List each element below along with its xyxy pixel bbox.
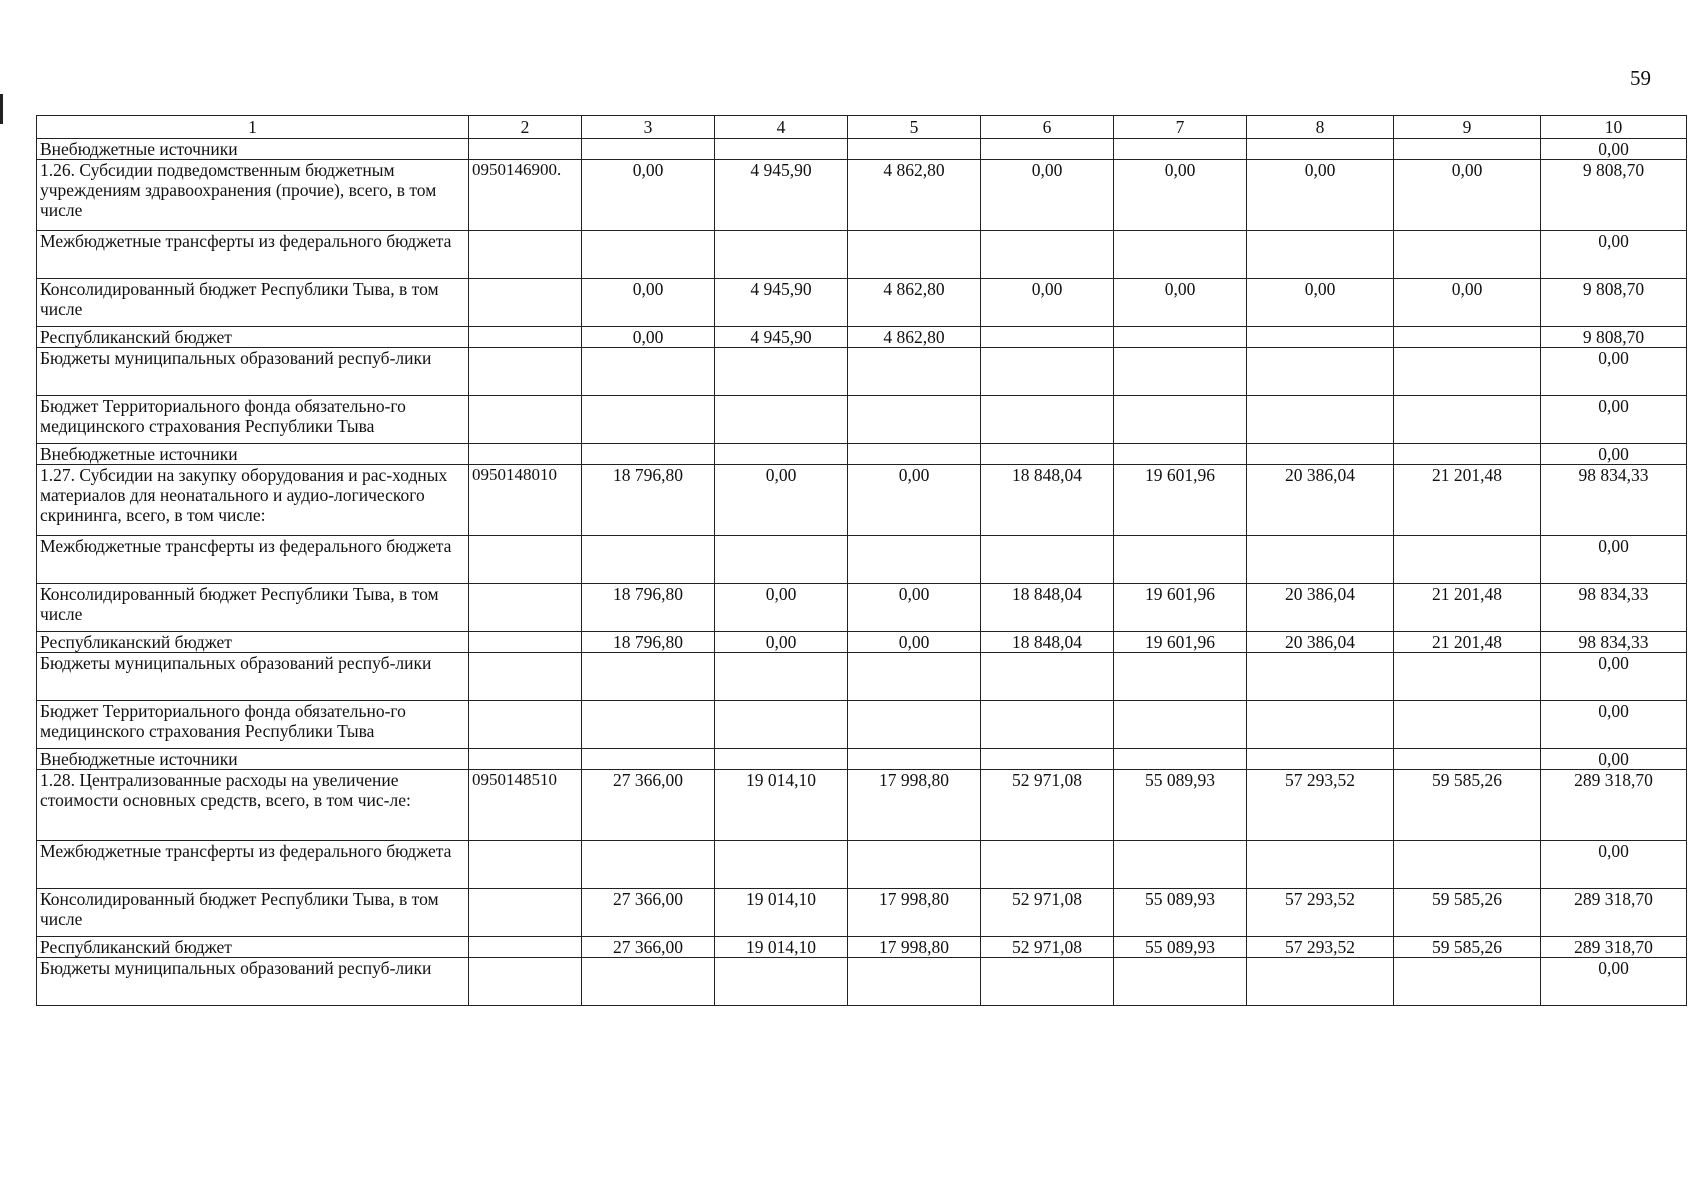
amount-cell-col-5: 4 862,80 xyxy=(848,160,981,231)
amount-cell-col-4: 19 014,10 xyxy=(715,770,848,841)
amount-cell-col-7: 19 601,96 xyxy=(1114,584,1247,632)
amount-cell-col-9: 21 201,48 xyxy=(1394,584,1541,632)
amount-cell-col-5 xyxy=(848,139,981,160)
amount-cell-col-6 xyxy=(981,536,1114,584)
total-cell: 0,00 xyxy=(1541,958,1687,1006)
row-label: Бюджет Территориального фонда обязательно-го медицинского страхования Республики Тыва xyxy=(37,396,469,444)
amount-cell-col-8 xyxy=(1247,327,1394,348)
row-label: Консолидированный бюджет Республики Тыва, в том числе xyxy=(37,279,469,327)
amount-cell-col-7: 55 089,93 xyxy=(1114,937,1247,958)
amount-cell-col-3: 18 796,80 xyxy=(582,465,715,536)
amount-cell-col-5 xyxy=(848,701,981,749)
amount-cell-col-6 xyxy=(981,653,1114,701)
amount-cell-col-8: 20 386,04 xyxy=(1247,632,1394,653)
budget-code-cell xyxy=(469,139,582,160)
row-label: Внебюджетные источники xyxy=(37,749,469,770)
amount-cell-col-8: 20 386,04 xyxy=(1247,584,1394,632)
budget-code-cell xyxy=(469,231,582,279)
scan-edge-mark xyxy=(0,94,3,124)
column-header-1: 1 xyxy=(37,116,469,139)
row-label: Межбюджетные трансферты из федерального бюджета xyxy=(37,231,469,279)
total-cell: 289 318,70 xyxy=(1541,889,1687,937)
amount-cell-col-4: 19 014,10 xyxy=(715,937,848,958)
amount-cell-col-5: 0,00 xyxy=(848,465,981,536)
total-cell: 0,00 xyxy=(1541,396,1687,444)
amount-cell-col-5: 4 862,80 xyxy=(848,279,981,327)
amount-cell-col-9: 59 585,26 xyxy=(1394,889,1541,937)
amount-cell-col-3 xyxy=(582,958,715,1006)
amount-cell-col-9: 59 585,26 xyxy=(1394,770,1541,841)
amount-cell-col-5: 0,00 xyxy=(848,584,981,632)
table-row xyxy=(37,231,1687,279)
amount-cell-col-5: 17 998,80 xyxy=(848,770,981,841)
amount-cell-col-7 xyxy=(1114,327,1247,348)
column-header-3: 3 xyxy=(582,116,715,139)
amount-cell-col-3: 27 366,00 xyxy=(582,770,715,841)
column-header-10: 10 xyxy=(1541,116,1687,139)
amount-cell-col-8 xyxy=(1247,231,1394,279)
row-label: 1.27. Субсидии на закупку оборудования и рас-ходных материалов для неонатального и аудио-логического скрининга, всего, в том числе: xyxy=(37,465,469,536)
row-label: Бюджеты муниципальных образований респуб-лики xyxy=(37,348,469,396)
amount-cell-col-3 xyxy=(582,348,715,396)
amount-cell-col-5: 0,00 xyxy=(848,632,981,653)
amount-cell-col-7 xyxy=(1114,841,1247,889)
amount-cell-col-8 xyxy=(1247,536,1394,584)
amount-cell-col-6 xyxy=(981,749,1114,770)
amount-cell-col-3 xyxy=(582,701,715,749)
amount-cell-col-4: 4 945,90 xyxy=(715,327,848,348)
amount-cell-col-8 xyxy=(1247,139,1394,160)
amount-cell-col-7 xyxy=(1114,749,1247,770)
amount-cell-col-3 xyxy=(582,536,715,584)
amount-cell-col-3 xyxy=(582,841,715,889)
table-row xyxy=(37,444,1687,465)
table-row xyxy=(37,139,1687,160)
amount-cell-col-3: 0,00 xyxy=(582,279,715,327)
budget-code-cell xyxy=(469,841,582,889)
total-cell: 0,00 xyxy=(1541,701,1687,749)
amount-cell-col-9 xyxy=(1394,653,1541,701)
amount-cell-col-9 xyxy=(1394,139,1541,160)
total-cell: 0,00 xyxy=(1541,139,1687,160)
total-cell: 9 808,70 xyxy=(1541,160,1687,231)
amount-cell-col-6 xyxy=(981,231,1114,279)
total-cell: 0,00 xyxy=(1541,536,1687,584)
total-cell: 0,00 xyxy=(1541,749,1687,770)
total-cell: 98 834,33 xyxy=(1541,584,1687,632)
total-cell: 0,00 xyxy=(1541,231,1687,279)
amount-cell-col-9 xyxy=(1394,231,1541,279)
amount-cell-col-7 xyxy=(1114,139,1247,160)
row-label: Бюджеты муниципальных образований респуб-лики xyxy=(37,958,469,1006)
amount-cell-col-9 xyxy=(1394,536,1541,584)
amount-cell-col-8: 57 293,52 xyxy=(1247,770,1394,841)
amount-cell-col-3: 27 366,00 xyxy=(582,889,715,937)
table-row xyxy=(37,770,1687,841)
amount-cell-col-5 xyxy=(848,444,981,465)
amount-cell-col-7 xyxy=(1114,396,1247,444)
amount-cell-col-7: 0,00 xyxy=(1114,279,1247,327)
table-row xyxy=(37,749,1687,770)
table-row xyxy=(37,841,1687,889)
budget-code-cell xyxy=(469,653,582,701)
table-row xyxy=(37,889,1687,937)
amount-cell-col-5 xyxy=(848,958,981,1006)
row-label: Внебюджетные источники xyxy=(37,139,469,160)
amount-cell-col-6 xyxy=(981,701,1114,749)
amount-cell-col-7 xyxy=(1114,536,1247,584)
row-label: Республиканский бюджет xyxy=(37,632,469,653)
amount-cell-col-8: 0,00 xyxy=(1247,160,1394,231)
amount-cell-col-3: 18 796,80 xyxy=(582,632,715,653)
budget-code-cell xyxy=(469,749,582,770)
amount-cell-col-3: 0,00 xyxy=(582,160,715,231)
amount-cell-col-6: 18 848,04 xyxy=(981,584,1114,632)
table-row xyxy=(37,632,1687,653)
amount-cell-col-4: 0,00 xyxy=(715,465,848,536)
amount-cell-col-9 xyxy=(1394,444,1541,465)
row-label: Республиканский бюджет xyxy=(37,327,469,348)
budget-code-cell xyxy=(469,444,582,465)
amount-cell-col-5 xyxy=(848,749,981,770)
amount-cell-col-4 xyxy=(715,536,848,584)
budget-code-cell xyxy=(469,889,582,937)
budget-code-cell xyxy=(469,279,582,327)
amount-cell-col-9 xyxy=(1394,958,1541,1006)
budget-code-cell: 0950146900. xyxy=(469,160,582,231)
amount-cell-col-7: 19 601,96 xyxy=(1114,465,1247,536)
amount-cell-col-7: 0,00 xyxy=(1114,160,1247,231)
budget-code-cell: 0950148010 xyxy=(469,465,582,536)
row-label: Бюджет Территориального фонда обязательно-го медицинского страхования Республики Тыва xyxy=(37,701,469,749)
row-label: 1.26. Субсидии подведомственным бюджетным учреждениям здравоохранения (прочие), всего, в том числе xyxy=(37,160,469,231)
amount-cell-col-9 xyxy=(1394,841,1541,889)
amount-cell-col-7 xyxy=(1114,653,1247,701)
amount-cell-col-9: 21 201,48 xyxy=(1394,632,1541,653)
page-number: 59 xyxy=(1630,66,1651,90)
total-cell: 9 808,70 xyxy=(1541,327,1687,348)
table-row xyxy=(37,396,1687,444)
amount-cell-col-4 xyxy=(715,396,848,444)
amount-cell-col-5 xyxy=(848,231,981,279)
amount-cell-col-5 xyxy=(848,653,981,701)
amount-cell-col-4 xyxy=(715,958,848,1006)
total-cell: 98 834,33 xyxy=(1541,632,1687,653)
amount-cell-col-9 xyxy=(1394,396,1541,444)
table-row xyxy=(37,348,1687,396)
total-cell: 0,00 xyxy=(1541,348,1687,396)
amount-cell-col-9: 0,00 xyxy=(1394,160,1541,231)
table-row xyxy=(37,958,1687,1006)
row-label: Внебюджетные источники xyxy=(37,444,469,465)
amount-cell-col-4 xyxy=(715,139,848,160)
amount-cell-col-6 xyxy=(981,444,1114,465)
amount-cell-col-7 xyxy=(1114,231,1247,279)
amount-cell-col-6: 18 848,04 xyxy=(981,632,1114,653)
amount-cell-col-4 xyxy=(715,653,848,701)
total-cell: 289 318,70 xyxy=(1541,770,1687,841)
budget-code-cell xyxy=(469,958,582,1006)
amount-cell-col-4 xyxy=(715,701,848,749)
amount-cell-col-8: 20 386,04 xyxy=(1247,465,1394,536)
amount-cell-col-8: 57 293,52 xyxy=(1247,889,1394,937)
table-row xyxy=(37,279,1687,327)
row-label: Бюджеты муниципальных образований респуб-лики xyxy=(37,653,469,701)
amount-cell-col-9 xyxy=(1394,701,1541,749)
amount-cell-col-5 xyxy=(848,396,981,444)
amount-cell-col-8: 0,00 xyxy=(1247,279,1394,327)
amount-cell-col-9 xyxy=(1394,327,1541,348)
column-header-7: 7 xyxy=(1114,116,1247,139)
amount-cell-col-3 xyxy=(582,749,715,770)
amount-cell-col-3: 0,00 xyxy=(582,327,715,348)
amount-cell-col-7 xyxy=(1114,701,1247,749)
amount-cell-col-7 xyxy=(1114,444,1247,465)
amount-cell-col-6: 0,00 xyxy=(981,279,1114,327)
amount-cell-col-5: 17 998,80 xyxy=(848,937,981,958)
column-header-4: 4 xyxy=(715,116,848,139)
amount-cell-col-4: 0,00 xyxy=(715,584,848,632)
column-header-6: 6 xyxy=(981,116,1114,139)
amount-cell-col-5 xyxy=(848,348,981,396)
column-header-9: 9 xyxy=(1394,116,1541,139)
amount-cell-col-3 xyxy=(582,231,715,279)
total-cell: 0,00 xyxy=(1541,444,1687,465)
amount-cell-col-8 xyxy=(1247,701,1394,749)
amount-cell-col-9: 21 201,48 xyxy=(1394,465,1541,536)
amount-cell-col-8 xyxy=(1247,444,1394,465)
amount-cell-col-6 xyxy=(981,327,1114,348)
amount-cell-col-4: 19 014,10 xyxy=(715,889,848,937)
amount-cell-col-8 xyxy=(1247,749,1394,770)
amount-cell-col-8 xyxy=(1247,958,1394,1006)
table-row xyxy=(37,327,1687,348)
amount-cell-col-6 xyxy=(981,958,1114,1006)
amount-cell-col-8 xyxy=(1247,841,1394,889)
amount-cell-col-9 xyxy=(1394,348,1541,396)
table-row xyxy=(37,937,1687,958)
amount-cell-col-6: 18 848,04 xyxy=(981,465,1114,536)
amount-cell-col-3 xyxy=(582,653,715,701)
budget-code-cell xyxy=(469,937,582,958)
amount-cell-col-4: 4 945,90 xyxy=(715,160,848,231)
amount-cell-col-5 xyxy=(848,536,981,584)
amount-cell-col-6 xyxy=(981,139,1114,160)
total-cell: 0,00 xyxy=(1541,841,1687,889)
column-header-2: 2 xyxy=(469,116,582,139)
amount-cell-col-3 xyxy=(582,444,715,465)
amount-cell-col-8 xyxy=(1247,348,1394,396)
total-cell: 98 834,33 xyxy=(1541,465,1687,536)
row-label: Межбюджетные трансферты из федерального бюджета xyxy=(37,536,469,584)
amount-cell-col-5: 4 862,80 xyxy=(848,327,981,348)
budget-code-cell xyxy=(469,632,582,653)
row-label: Республиканский бюджет xyxy=(37,937,469,958)
total-cell: 289 318,70 xyxy=(1541,937,1687,958)
amount-cell-col-6 xyxy=(981,396,1114,444)
row-label: 1.28. Централизованные расходы на увеличение стоимости основных средств, всего, в том чис-ле: xyxy=(37,770,469,841)
amount-cell-col-4 xyxy=(715,841,848,889)
amount-cell-col-7 xyxy=(1114,348,1247,396)
table-row xyxy=(37,536,1687,584)
amount-cell-col-4 xyxy=(715,749,848,770)
amount-cell-col-5: 17 998,80 xyxy=(848,889,981,937)
table-row xyxy=(37,160,1687,231)
amount-cell-col-8 xyxy=(1247,396,1394,444)
amount-cell-col-9 xyxy=(1394,749,1541,770)
amount-cell-col-3 xyxy=(582,139,715,160)
amount-cell-col-7: 55 089,93 xyxy=(1114,889,1247,937)
amount-cell-col-9: 0,00 xyxy=(1394,279,1541,327)
amount-cell-col-6: 52 971,08 xyxy=(981,889,1114,937)
amount-cell-col-6: 52 971,08 xyxy=(981,937,1114,958)
table-row xyxy=(37,584,1687,632)
amount-cell-col-5 xyxy=(848,841,981,889)
budget-code-cell: 0950148510 xyxy=(469,770,582,841)
amount-cell-col-7 xyxy=(1114,958,1247,1006)
amount-cell-col-4: 4 945,90 xyxy=(715,279,848,327)
amount-cell-col-3: 27 366,00 xyxy=(582,937,715,958)
budget-code-cell xyxy=(469,584,582,632)
amount-cell-col-3 xyxy=(582,396,715,444)
amount-cell-col-4 xyxy=(715,348,848,396)
amount-cell-col-6: 0,00 xyxy=(981,160,1114,231)
amount-cell-col-4: 0,00 xyxy=(715,632,848,653)
table-body xyxy=(37,139,1687,1006)
budget-code-cell xyxy=(469,396,582,444)
header-row xyxy=(37,116,1687,139)
amount-cell-col-6 xyxy=(981,348,1114,396)
amount-cell-col-7: 55 089,93 xyxy=(1114,770,1247,841)
total-cell: 9 808,70 xyxy=(1541,279,1687,327)
amount-cell-col-4 xyxy=(715,444,848,465)
column-header-8: 8 xyxy=(1247,116,1394,139)
table-row xyxy=(37,653,1687,701)
table-row xyxy=(37,701,1687,749)
row-label: Консолидированный бюджет Республики Тыва, в том числе xyxy=(37,889,469,937)
amount-cell-col-8: 57 293,52 xyxy=(1247,937,1394,958)
table-row xyxy=(37,465,1687,536)
budget-code-cell xyxy=(469,536,582,584)
budget-code-cell xyxy=(469,327,582,348)
row-label: Межбюджетные трансферты из федерального бюджета xyxy=(37,841,469,889)
budget-code-cell xyxy=(469,701,582,749)
column-header-5: 5 xyxy=(848,116,981,139)
amount-cell-col-4 xyxy=(715,231,848,279)
total-cell: 0,00 xyxy=(1541,653,1687,701)
amount-cell-col-6: 52 971,08 xyxy=(981,770,1114,841)
row-label: Консолидированный бюджет Республики Тыва, в том числе xyxy=(37,584,469,632)
amount-cell-col-6 xyxy=(981,841,1114,889)
budget-table xyxy=(36,115,1687,1006)
amount-cell-col-7: 19 601,96 xyxy=(1114,632,1247,653)
amount-cell-col-3: 18 796,80 xyxy=(582,584,715,632)
budget-code-cell xyxy=(469,348,582,396)
amount-cell-col-9: 59 585,26 xyxy=(1394,937,1541,958)
amount-cell-col-8 xyxy=(1247,653,1394,701)
